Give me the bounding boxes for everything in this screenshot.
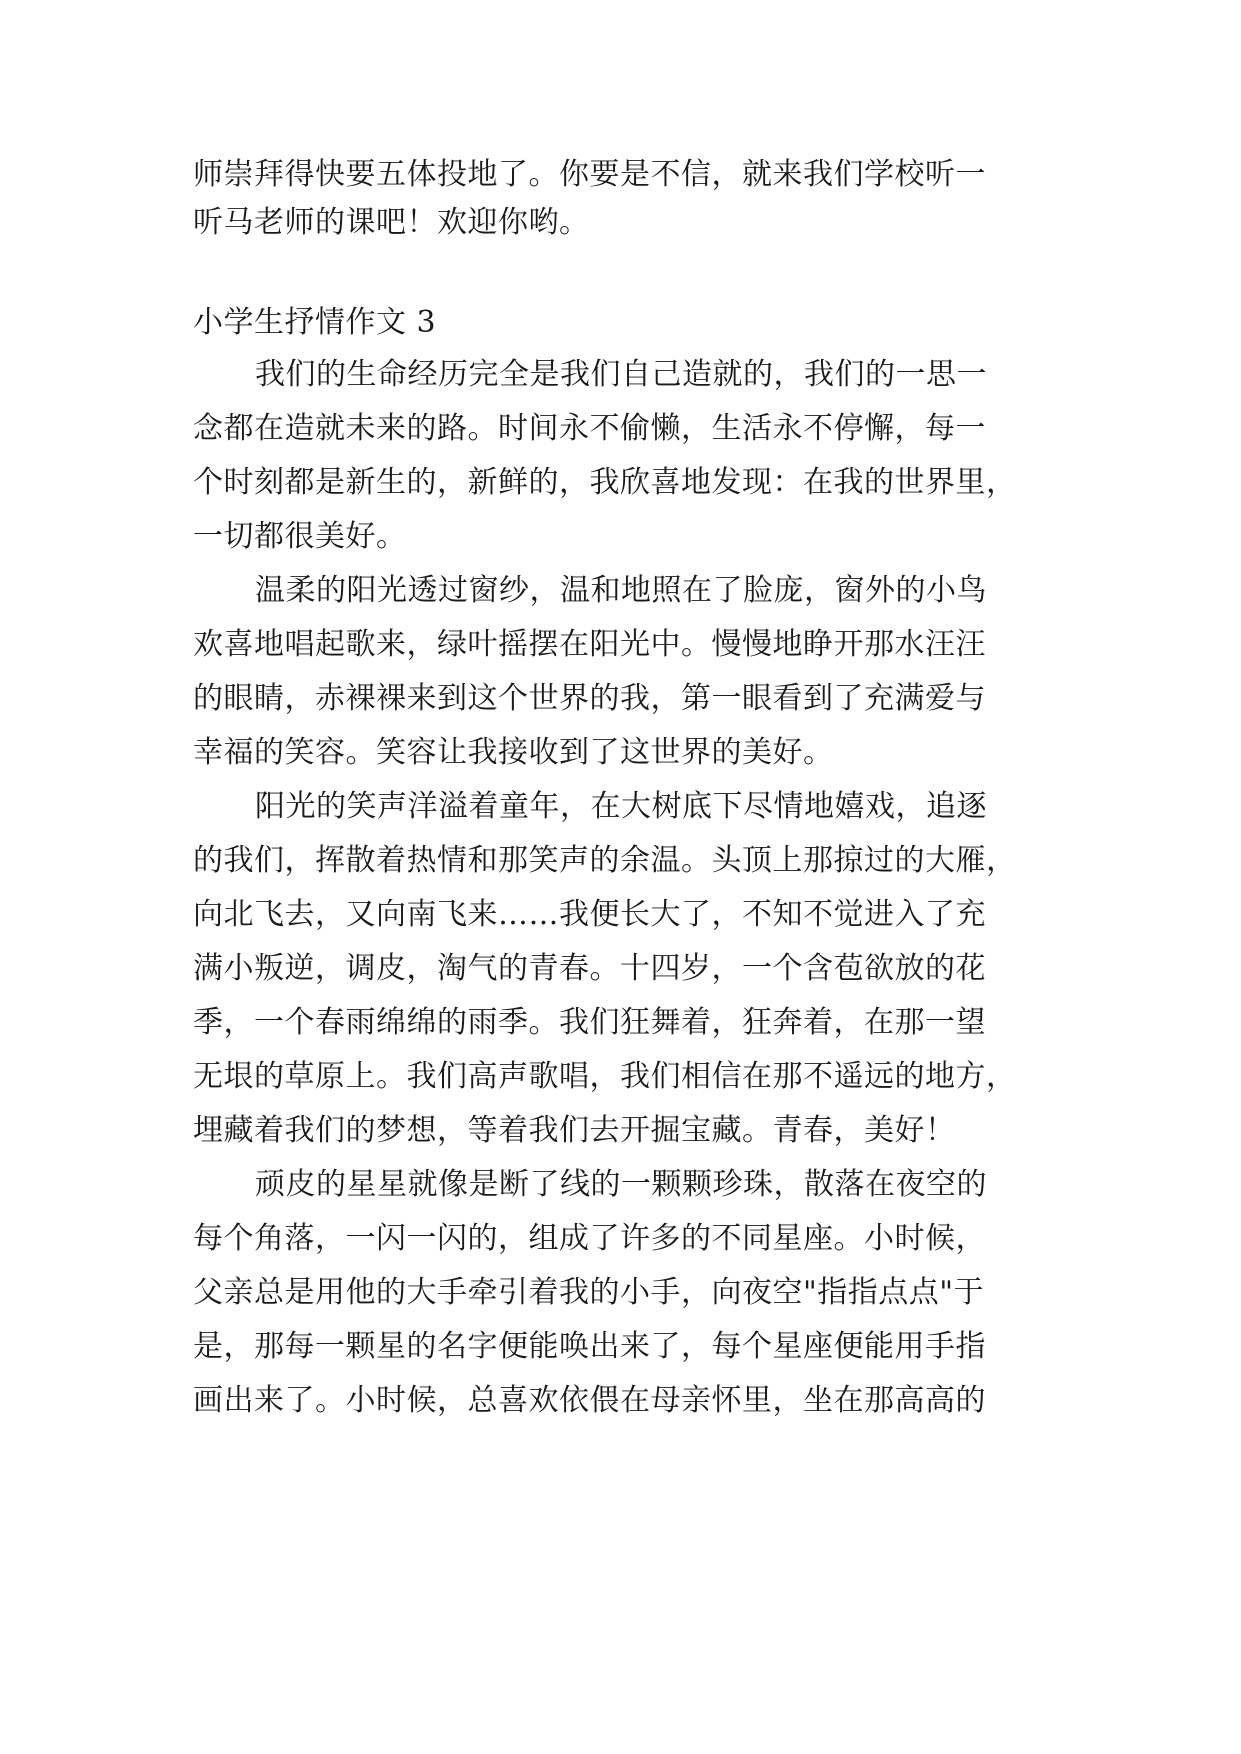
paragraph-line: 无垠的草原上。我们高声歌唱，我们相信在那不遥远的地方， [193, 1059, 1017, 1094]
paragraph-line: 我们的生命经历完全是我们自己造就的，我们的一思一 [255, 357, 987, 392]
text-line: 师崇拜得快要五体投地了。你要是不信，就来我们学校听一 [193, 157, 986, 192]
paragraph-line: 顽皮的星星就像是断了线的一颗颗珍珠，散落在夜空的 [255, 1167, 987, 1202]
paragraph-line: 每个角落，一闪一闪的，组成了许多的不同星座。小时候， [193, 1221, 986, 1256]
paragraph-line: 画出来了。小时候，总喜欢依偎在母亲怀里，坐在那高高的 [193, 1383, 986, 1418]
paragraph-line: 念都在造就未来的路。时间永不偷懒，生活永不停懈，每一 [193, 411, 986, 446]
paragraph-line: 欢喜地唱起歌来，绿叶摇摆在阳光中。慢慢地睁开那水汪汪 [193, 627, 986, 662]
paragraph-line: 满小叛逆，调皮，淘气的青春。十四岁，一个含苞欲放的花 [193, 951, 986, 986]
section-title: 小学生抒情作文 3 [193, 305, 437, 340]
paragraph-line: 温柔的阳光透过窗纱，温和地照在了脸庞，窗外的小鸟 [255, 573, 987, 608]
paragraph-line: 的我们，挥散着热情和那笑声的余温。头顶上那掠过的大雁， [193, 843, 1017, 878]
paragraph-line: 一切都很美好。 [193, 519, 407, 554]
paragraph-line: 向北飞去，又向南飞来……我便长大了，不知不觉进入了充 [193, 897, 986, 932]
text-line: 听马老师的课吧！欢迎你哟。 [193, 205, 590, 240]
paragraph-line: 是，那每一颗星的名字便能唤出来了，每个星座便能用手指 [193, 1329, 986, 1364]
paragraph-line: 阳光的笑声洋溢着童年，在大树底下尽情地嬉戏，追逐 [255, 789, 987, 824]
paragraph-line: 的眼睛，赤裸裸来到这个世界的我，第一眼看到了充满爱与 [193, 681, 986, 716]
paragraph-line: 季，一个春雨绵绵的雨季。我们狂舞着，狂奔着，在那一望 [193, 1005, 986, 1040]
paragraph-line: 幸福的笑容。笑容让我接收到了这世界的美好。 [193, 735, 834, 770]
paragraph-line: 个时刻都是新生的，新鲜的，我欣喜地发现：在我的世界里， [193, 465, 1017, 500]
paragraph-line: 埋藏着我们的梦想，等着我们去开掘宝藏。青春，美好！ [193, 1113, 956, 1148]
paragraph-line: 父亲总是用他的大手牵引着我的小手，向夜空"指指点点"于 [193, 1275, 985, 1310]
